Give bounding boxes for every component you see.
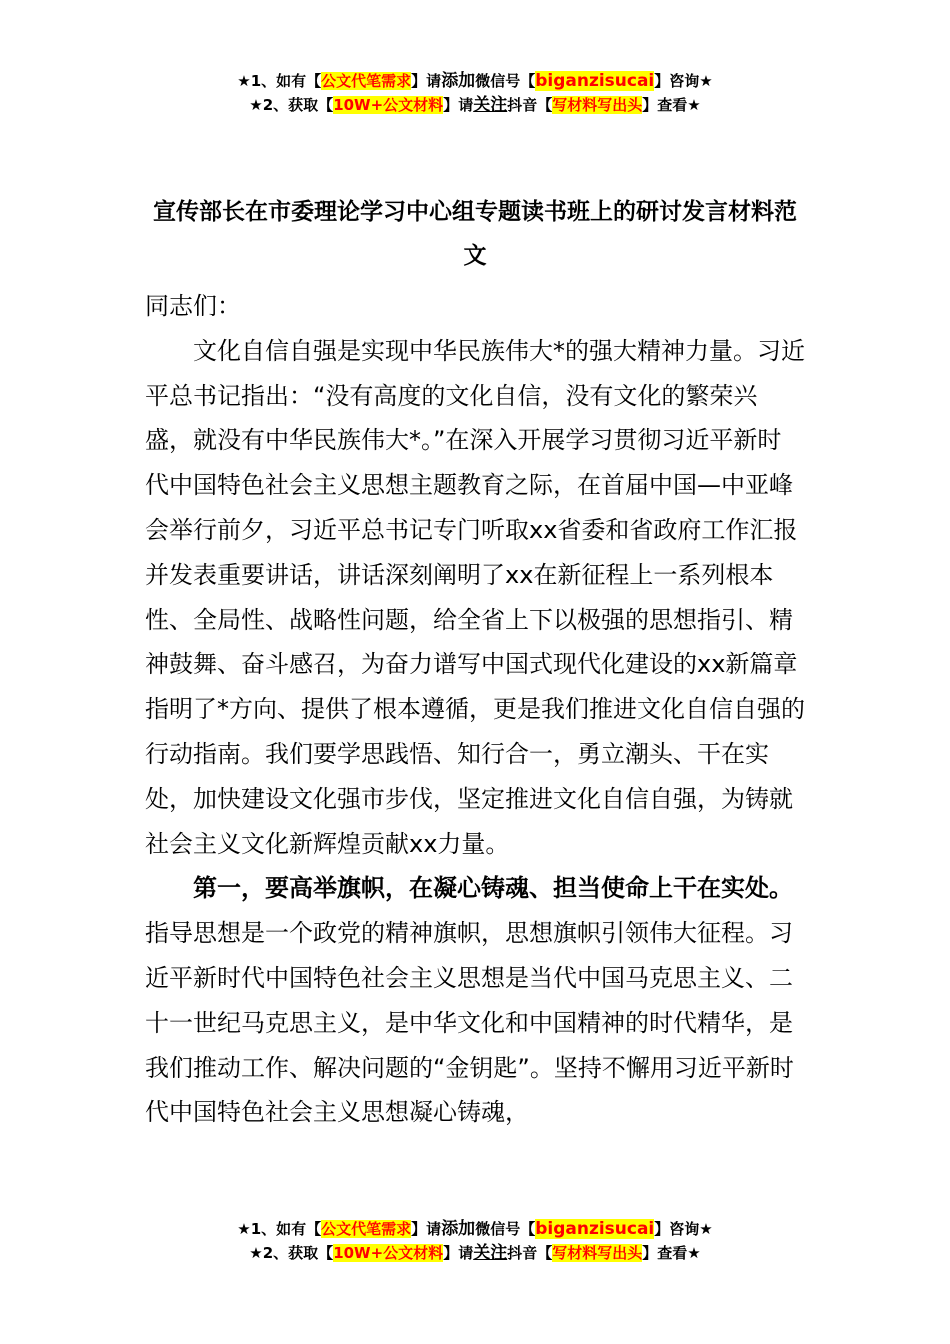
salutation: 同志们： [145,292,241,320]
paragraph-2-heading: 第一，要高举旗帜，在凝心铸魂、担当使命上干在实处。 [193,874,793,903]
paragraph-2-body: 指导思想是一个政党的精神旗帜，思想旗帜引领伟大征程。习近平新时代中国特色社会主义思想是当代中国马克思主义、二十一世纪马克思主义，是中华文化和中国精神的时代精华，是我们推动工作、解决问题的“金钥匙”。坚持不懈用习近平新时代中国特色社会主义思想凝心铸魂， [145,919,794,1127]
header-banner [0,69,950,117]
paragraph-2 [145,866,805,1135]
footer-banner [0,1217,950,1265]
banner-line-1: ★1、如有【公文代笔需求】请添加微信号【biganzisucai】咨询★ [237,71,713,91]
banner-highlight-wechat: biganzisucai [535,1219,655,1239]
document-body [145,284,805,1135]
banner-line-2: ★2、获取【10W+公文材料】请关注抖音【写材料写出头】查看★ [249,95,701,115]
banner-highlight-douyin: 写材料写出头 [552,96,643,114]
banner-highlight-douyin: 写材料写出头 [552,1244,643,1262]
paragraph-1: 文化自信自强是实现中华民族伟大*的强大精神力量。习近平总书记指出：“没有高度的文化自信，没有文化的繁荣兴盛，就没有中华民族伟大*。”在深入开展学习贯彻习近平新时代中国特色社会主义思想主题教育之际，在首届中国—中亚峰会举行前夕，习近平总书记专门听取xx省委和省政府工作汇报并发表重要讲话，讲话深刻阐明了xx在新征程上一系列根本性、全局性、战略性问题，给全省上下以极强的思想指引、精神鼓舞、奋斗感召，为奋力谱写中国式现代化建设的xx新篇章指明了*方向、提供了根本遵循，更是我们推进文化自信自强的行动指南。我们要学思践悟、知行合一，勇立潮头、干在实处，加快建设文化强市步伐，坚定推进文化自信自强，为铸就社会主义文化新辉煌贡献xx力量。 [145,336,805,858]
document-title: 宣传部长在市委理论学习中心组专题读书班上的研讨发言材料范文 [153,199,797,269]
banner-line-2: ★2、获取【10W+公文材料】请关注抖音【写材料写出头】查看★ [249,1243,701,1263]
banner-highlight-service: 公文代笔需求 [321,72,412,90]
banner-highlight-service: 公文代笔需求 [321,1220,412,1238]
banner-highlight-materials: 10W+公文材料 [333,1244,444,1262]
banner-line-1: ★1、如有【公文代笔需求】请添加微信号【biganzisucai】咨询★ [237,1219,713,1239]
banner-highlight-wechat: biganzisucai [535,71,655,91]
banner-highlight-materials: 10W+公文材料 [333,96,444,114]
